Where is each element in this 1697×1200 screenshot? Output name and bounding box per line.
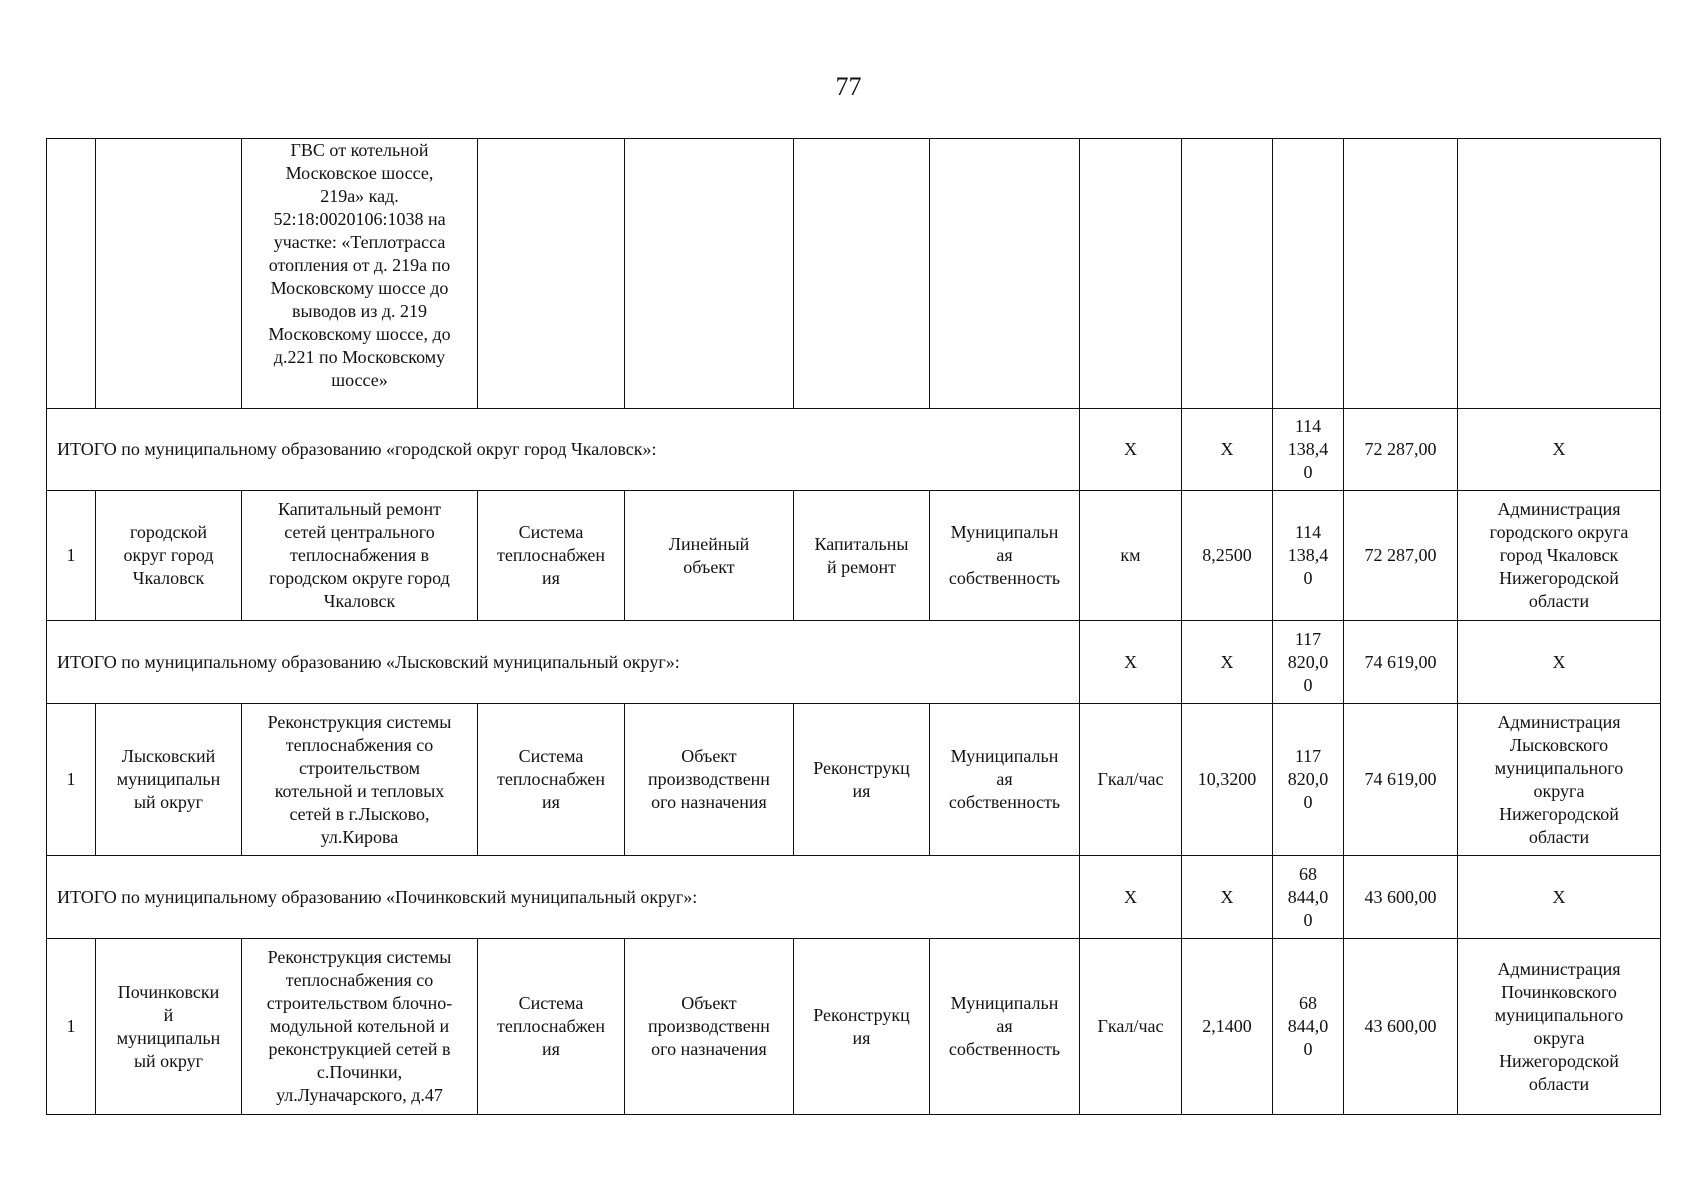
text-line: муниципального <box>1494 757 1624 778</box>
text-line: модульной котельной и <box>269 1016 450 1036</box>
cell-customer <box>1458 139 1661 409</box>
total-funding: 43 600,00 <box>1344 856 1458 939</box>
table-row <box>47 491 1661 621</box>
cell-funding: 43 600,00 <box>1344 939 1458 1115</box>
cell-ownership <box>930 139 1080 409</box>
text-line: Администрация <box>1497 711 1621 732</box>
text-line: Администрация <box>1497 499 1621 519</box>
cell-work-type <box>794 139 930 409</box>
text-line: Реконструкц <box>813 757 910 778</box>
total-customer: X <box>1458 856 1661 939</box>
text-line: Реконструкция системы <box>267 711 452 732</box>
text-line: д.221 по Московскому <box>273 347 446 367</box>
total-customer: X <box>1458 621 1661 704</box>
text-line: Объект <box>681 993 737 1013</box>
object-description <box>244 139 475 392</box>
cell-municipality <box>96 939 242 1115</box>
text-line: Муниципальн <box>950 993 1059 1013</box>
cell-work-type <box>794 939 930 1115</box>
cell-ownership <box>930 491 1080 621</box>
text-line: 820,0 <box>1287 651 1329 672</box>
text-line: Реконструкц <box>813 1004 910 1025</box>
text-line: 114 <box>1294 416 1322 436</box>
cell-ownership <box>930 704 1080 856</box>
text-line: области <box>1528 826 1590 847</box>
text-line: ая <box>996 1016 1013 1036</box>
text-line: Починковски <box>117 981 220 1002</box>
text-line: й ремонт <box>826 556 896 577</box>
cell-unit <box>1080 139 1182 409</box>
total-unit: X <box>1080 856 1182 939</box>
cell-unit: км <box>1080 491 1182 621</box>
cell-num: 1 <box>47 939 96 1115</box>
text-line: 138,4 <box>1287 545 1329 565</box>
text-line: Лысковский <box>121 746 216 766</box>
text-line: ия <box>542 1039 560 1059</box>
text-line: округа <box>1533 1027 1585 1048</box>
cell-num <box>47 139 96 409</box>
text-line: 844,0 <box>1287 886 1329 907</box>
text-line: Московское шоссе, <box>285 163 434 183</box>
total-cost <box>1273 621 1344 704</box>
page-number: 77 <box>835 72 862 101</box>
text-line: 0 <box>1303 909 1313 930</box>
text-line: Нижегородской <box>1499 568 1619 588</box>
cell-object <box>242 139 478 409</box>
text-line: ия <box>542 568 560 588</box>
text-line: Реконструкция системы <box>267 947 452 967</box>
text-line: Муниципальн <box>950 522 1059 542</box>
text-line: городском округе город <box>269 568 450 588</box>
cell-funding: 74 619,00 <box>1344 704 1458 856</box>
cell-system <box>478 139 625 409</box>
text-line: 0 <box>1303 568 1313 588</box>
total-row <box>47 409 1661 491</box>
text-line: муниципальн <box>116 1027 221 1048</box>
text-line: выводов из д. 219 <box>291 301 427 321</box>
text-line: 0 <box>1303 674 1313 695</box>
cell-capacity: 10,3200 <box>1182 704 1273 856</box>
text-line: 138,4 <box>1287 439 1329 459</box>
text-line: округ город <box>123 545 214 565</box>
text-line: реконструкцией сетей в <box>268 1039 451 1059</box>
text-line: теплоснабжения со <box>285 734 434 755</box>
text-line: Капитальны <box>814 533 909 554</box>
text-line: теплоснабжен <box>496 769 606 789</box>
total-row <box>47 621 1661 704</box>
text-line: собственность <box>948 792 1061 812</box>
text-line: 68 <box>1299 993 1317 1013</box>
total-label: ИТОГО по муниципальному образованию «Починковский муниципальный округ»: <box>47 856 1080 939</box>
text-line: ул.Луначарского, д.47 <box>276 1085 443 1105</box>
cell-funding <box>1344 139 1458 409</box>
text-line: 52:18:0020106:1038 на <box>273 209 446 229</box>
text-line: округа <box>1533 780 1585 801</box>
table-row <box>47 139 1661 409</box>
text-line: городской <box>129 522 208 542</box>
text-line: ого назначения <box>651 1039 767 1059</box>
total-customer: X <box>1458 409 1661 491</box>
cell-cost <box>1273 491 1344 621</box>
text-line: Администрация <box>1497 958 1621 979</box>
text-line: 117 <box>1294 746 1322 766</box>
text-line: 0 <box>1303 462 1313 482</box>
text-line: 68 <box>1299 863 1317 884</box>
text-line: 820,0 <box>1287 769 1329 789</box>
text-line: муниципального <box>1494 1004 1624 1025</box>
cell-capacity: 2,1400 <box>1182 939 1273 1115</box>
text-line: теплоснабжен <box>496 1016 606 1036</box>
cell-work-type <box>794 491 930 621</box>
cell-work-type <box>794 704 930 856</box>
total-funding: 74 619,00 <box>1344 621 1458 704</box>
text-line: собственность <box>948 568 1061 588</box>
text-line: й <box>163 1004 174 1025</box>
text-line: Лысковского <box>1509 734 1609 755</box>
text-line: город Чкаловск <box>1499 545 1619 565</box>
cell-customer <box>1458 491 1661 621</box>
text-line: ия <box>852 1027 871 1048</box>
text-line: строительством блочно- <box>266 993 453 1013</box>
text-line: 219а» кад. <box>320 186 399 206</box>
text-line: 117 <box>1294 628 1322 649</box>
total-capacity: X <box>1182 621 1273 704</box>
cell-object-type <box>625 139 794 409</box>
total-row <box>47 856 1661 939</box>
cell-capacity: 8,2500 <box>1182 491 1273 621</box>
text-line: теплоснабжения в <box>290 545 429 565</box>
text-line: ый округ <box>133 1050 204 1071</box>
cell-object <box>242 491 478 621</box>
cell-cost <box>1273 939 1344 1115</box>
text-line: ГВС от котельной <box>290 140 429 160</box>
cell-unit: Гкал/час <box>1080 704 1182 856</box>
cell-customer <box>1458 939 1661 1115</box>
text-line: ия <box>852 780 871 801</box>
cell-ownership <box>930 939 1080 1115</box>
cell-system <box>478 491 625 621</box>
cell-object <box>242 939 478 1115</box>
cell-capacity <box>1182 139 1273 409</box>
cell-object <box>242 704 478 856</box>
text-line: Московскому шоссе, до <box>268 324 451 344</box>
text-line: производственн <box>648 1016 770 1036</box>
text-line: сетей центрального <box>284 522 435 542</box>
total-unit: X <box>1080 409 1182 491</box>
text-line: 0 <box>1303 792 1313 812</box>
cell-funding: 72 287,00 <box>1344 491 1458 621</box>
text-line: Починковского <box>1501 981 1617 1002</box>
text-line: отопления от д. 219а по <box>268 255 451 275</box>
text-line: области <box>1528 591 1590 611</box>
cell-num: 1 <box>47 704 96 856</box>
total-funding: 72 287,00 <box>1344 409 1458 491</box>
total-unit: X <box>1080 621 1182 704</box>
investment-table <box>46 138 1661 1115</box>
text-line: ого назначения <box>651 792 767 812</box>
cell-unit: Гкал/час <box>1080 939 1182 1115</box>
cell-num: 1 <box>47 491 96 621</box>
text-line: котельной и тепловых <box>274 780 445 801</box>
text-line: муниципальн <box>116 769 221 789</box>
text-line: шоссе» <box>331 370 388 390</box>
text-line: ул.Кирова <box>320 826 399 847</box>
text-line: Капитальный ремонт <box>278 499 441 519</box>
text-line: теплоснабжения со <box>285 970 434 990</box>
cell-municipality <box>96 491 242 621</box>
total-label: ИТОГО по муниципальному образованию «Лысковский муниципальный округ»: <box>47 621 1080 704</box>
text-line: 114 <box>1294 522 1322 542</box>
table-row <box>47 704 1661 856</box>
table-row <box>47 939 1661 1115</box>
text-line: Система <box>518 993 584 1013</box>
text-line: ия <box>542 792 560 812</box>
text-line: Нижегородской <box>1499 803 1619 824</box>
cell-customer <box>1458 704 1661 856</box>
total-capacity: X <box>1182 856 1273 939</box>
total-cost <box>1273 409 1344 491</box>
cell-object-type <box>625 939 794 1115</box>
cell-object-type <box>625 491 794 621</box>
total-label: ИТОГО по муниципальному образованию «городской округ город Чкаловск»: <box>47 409 1080 491</box>
cell-system <box>478 704 625 856</box>
text-line: Объект <box>681 746 737 766</box>
text-line: ый округ <box>133 792 204 812</box>
text-line: Система <box>518 522 584 542</box>
text-line: собственность <box>948 1039 1061 1059</box>
cell-cost <box>1273 139 1344 409</box>
text-line: Линейный <box>668 533 750 554</box>
text-line: Муниципальн <box>950 746 1059 766</box>
text-line: строительством <box>298 757 421 778</box>
cell-municipality <box>96 704 242 856</box>
text-line: Система <box>518 746 584 766</box>
text-line: ая <box>996 769 1013 789</box>
total-cost <box>1273 856 1344 939</box>
text-line: сетей в г.Лысково, <box>289 803 430 824</box>
text-line: производственн <box>648 769 770 789</box>
text-line: теплоснабжен <box>496 545 606 565</box>
text-line: с.Починки, <box>316 1062 403 1082</box>
text-line: Нижегородской <box>1499 1050 1619 1071</box>
text-line: области <box>1528 1073 1590 1094</box>
text-line: объект <box>683 556 735 577</box>
text-line: городского округа <box>1489 522 1629 542</box>
text-line: участке: «Теплотрасса <box>273 232 446 252</box>
cell-system <box>478 939 625 1115</box>
cell-municipality <box>96 139 242 409</box>
cell-cost <box>1273 704 1344 856</box>
text-line: 844,0 <box>1287 1016 1329 1036</box>
text-line: ая <box>996 545 1013 565</box>
text-line: 0 <box>1303 1039 1313 1059</box>
text-line: Московскому шоссе до <box>270 278 449 298</box>
cell-object-type <box>625 704 794 856</box>
text-line: Чкаловск <box>323 591 396 611</box>
text-line: Чкаловск <box>132 568 205 588</box>
total-capacity: X <box>1182 409 1273 491</box>
